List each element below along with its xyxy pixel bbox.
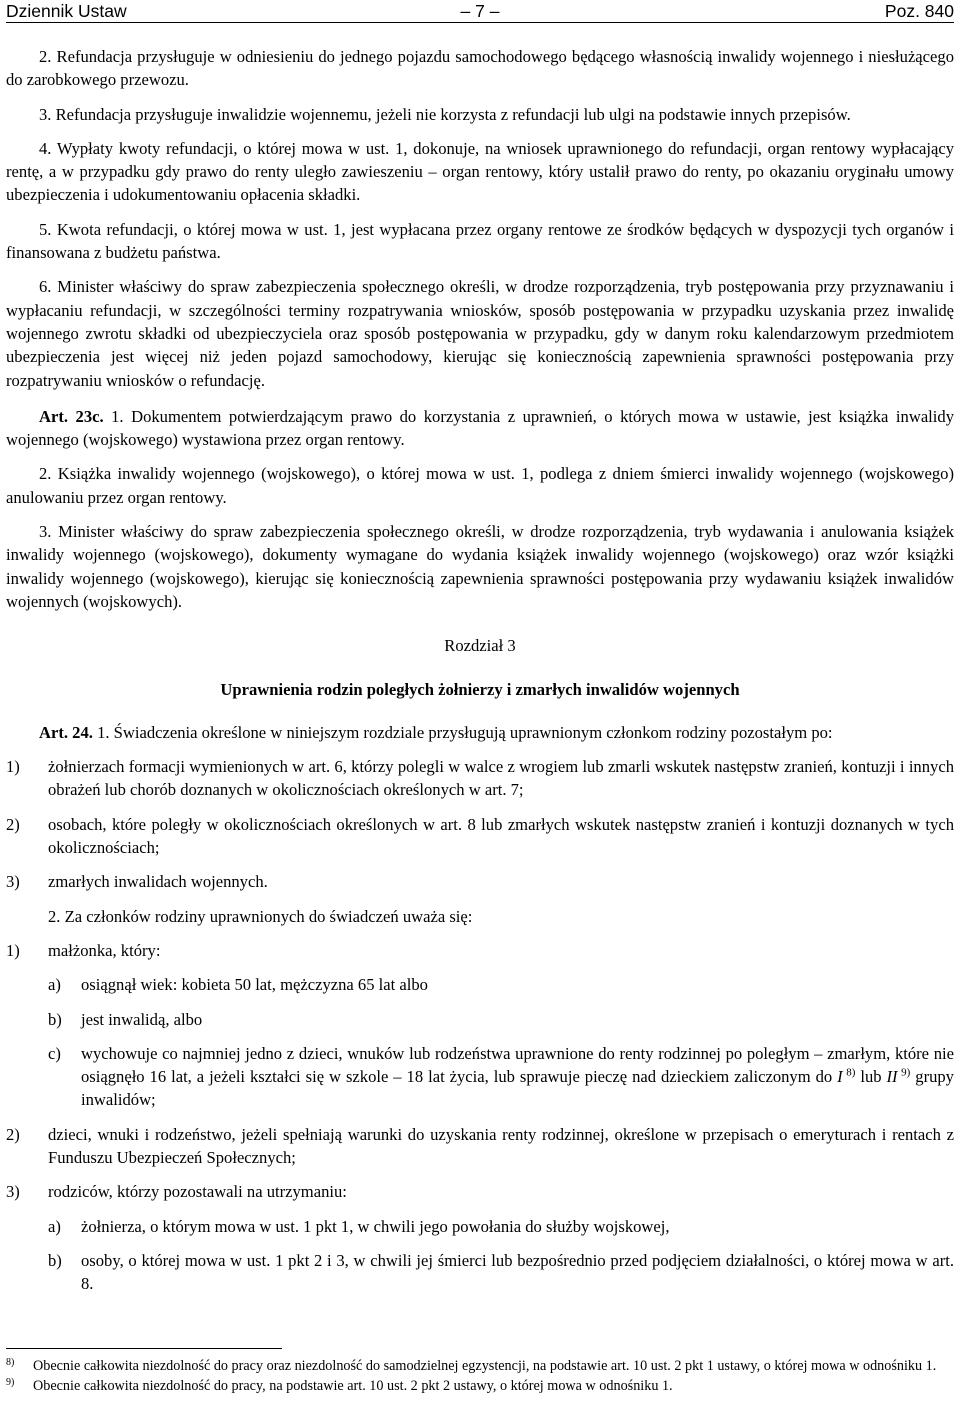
journal-name: Dziennik Ustaw [6,1,127,21]
paragraph: 3. Refundacja przysługuje inwalidzie wojennemu, jeżeli nie korzysta z refundacji lub ulgi na podstawie innych przepisów. [39,104,851,124]
list-item [6,755,954,802]
footnote-text: Obecnie całkowita niezdolność do pracy oraz niezdolność do samodzielnej egzystencji, na podstawie art. 10 ust. 2 pkt 1 ustawy, o której mowa w odnośniku 1. [33,1358,937,1374]
list-item-text: małżonka, który: [48,940,161,960]
sub-list-item-letter: b) [48,1009,62,1029]
article-23c-paragraph-3: 3. Minister właściwy do spraw zabezpieczenia społecznego określi, w drodze rozporządzenia, tryb wydawania i anulowania książek inwalidy wojennego (wojskowego), dokumenty wymagane do wydania książek inwalidy wojennego (wojskowego) oraz wzór książki inwalidy wojennego (wojskowego), kierując się koniecznością zapewnienia sprawności postępowania przy wydawaniu książek inwalidów wojennych (wojskowych). [6,522,954,611]
chapter-title [6,678,954,701]
list-item-text: dzieci, wnuki i rodzeństwo, jeżeli spełniają warunki do uzyskania renty rodzinnej, określone w przepisach o emeryturach i rentach z Funduszu Ubezpieczeń Społecznych; [48,1124,954,1167]
article-label: Art. 24. [39,722,93,742]
paragraph: 5. Kwota refundacji, o której mowa w ust. 1, jest wypłacana przez organy rentowe ze środków będących w dyspozycji tych organów i finansowana z budżetu państwa. [6,219,954,263]
sub-list-item [48,1249,954,1296]
paragraph: 6. Minister właściwy do spraw zabezpieczenia społecznego określi, w drodze rozporządzenia, tryb postępowania przy przyznawaniu i wypłacaniu refundacji, w szczególności terminy rozpatrywania wniosków, sposób postępowania w przypadku uzyskania przez inwalidę wojennego zwrotu składki od ubezpieczyciela oraz sposób postępowania w przypadku, gdy w danym roku kalendarzowym przedmiotem ubezpieczenia jest więcej niż jeden pojazd samochodowy, kierując się koniecznością zapewnienia sprawności postępowania przy rozpatrywaniu wniosków o refundację. [6,277,954,390]
sub-list-item-letter: a) [48,1216,61,1236]
paragraph: 2. Refundacja przysługuje w odniesieniu do jednego pojazdu samochodowego będącego własnością inwalidy wojennego i niesłużącego do zarobkowego przewozu. [6,47,954,90]
sub-list-item-text [81,1042,954,1112]
sub-list-item-letter: c) [48,1043,61,1063]
footnote [6,1356,954,1376]
article-24-paragraph-2: 2. Za członków rodziny uprawnionych do świadczeń uważa się: [48,906,473,926]
page-header [6,0,954,23]
text-part: grupy inwalidów; [81,1067,954,1110]
chapter-number: Rozdział 3 [444,636,516,656]
list-item-text: osobach, które poległy w okolicznościach określonych w art. 8 lub zmarłych wskutek następstw zranień i kontuzji doznanych w tych okolicznościach; [48,814,954,858]
paragraph-text: 1. Świadczenia określone w niniejszym rozdziale przysługują uprawnionym członkom rodziny pozostałym po: [92,722,833,742]
article-23c-paragraph-1 [6,405,954,452]
list-item [6,1180,954,1203]
list-item [6,939,954,962]
footnote-number: 9) [6,1377,15,1388]
list-item-number: 2) [6,814,20,834]
list-item [6,813,954,860]
list-item-text: żołnierzach formacji wymienionych w art. 6, którzy polegli w walce z wrogiem lub zmarli wskutek następstw zranień, kontuzji i innych obrażeń lub chorób doznanych w okolicznościach określonych w art. 7; [48,757,954,800]
list-item-number: 3) [6,872,20,892]
sub-list-item-text: osiągnął wiek: kobieta 50 lat, mężczyzna 65 lat albo [81,975,428,995]
sub-list-item-text: żołnierza, o którym mowa w ust. 1 pkt 1, w chwili jego powołania do służby wojskowej, [81,1216,670,1236]
chapter-title-text: Uprawnienia rodzin poległych żołnierzy i zmarłych inwalidów wojennych [220,679,740,699]
list-item-text: rodziców, którzy pozostawali na utrzymaniu: [48,1182,347,1202]
sub-list-item [48,1008,954,1031]
sub-list-item-letter: b) [48,1250,62,1270]
footnote [6,1376,954,1396]
article-23c-paragraph-2: 2. Książka inwalidy wojennego (wojskowego), o której mowa w ust. 1, podlega z dniem śmierci inwalidy wojennego (wojskowego) anulowaniu przez organ rentowy. [6,464,954,507]
position-number: Poz. 840 [884,1,954,21]
text-part: wychowuje co najmniej jedno z dzieci, wnuków lub rodzeństwa uprawnione do renty rodzinnej po poległym – zmarłym, które nie osiągnęło 16 lat, a jeżeli kształci się w szkole – 18 lat życia, lub sprawuje pieczę nad dzieckiem zaliczonym do [81,1043,954,1087]
list-item-number: 1) [6,757,20,777]
list-item-number: 2) [6,1124,20,1144]
footnote-text: Obecnie całkowita niezdolność do pracy, na podstawie art. 10 ust. 2 pkt 2 ustawy, o której mowa w odnośniku 1. [33,1378,673,1394]
text-part: lub [855,1067,887,1087]
list-item-number: 1) [6,940,20,960]
footnote-separator [6,1348,282,1349]
footnotes [6,1356,954,1396]
list-item-text: zmarłych inwalidach wojennych. [48,872,268,892]
list-item [6,1123,954,1170]
sub-list-item [48,973,954,996]
sub-list-item-text: jest inwalidą, albo [81,1009,203,1029]
sub-list-item-letter: a) [48,975,61,995]
sub-list-item-text: osoby, o której mowa w ust. 1 pkt 2 i 3, w chwili jej śmierci lub bezpośrednio przed podjęciem działalności, o której mowa w art. 8. [81,1250,954,1294]
article-24-paragraph-1 [6,721,954,744]
sub-list-item [48,1042,954,1112]
list-item-number: 3) [6,1182,20,1202]
paragraph: 4. Wypłaty kwoty refundacji, o której mowa w ust. 1, dokonuje, na wniosek uprawnionego do refundacji, organ rentowy wypłacający rentę, a w przypadku gdy prawo do renty uległo zawieszeniu – organ rentowy, który ustalił prawo do renty, po okazaniu oryginału umowy ubezpieczenia i udokumentowaniu opłacenia składki. [6,138,954,205]
list-item [6,870,954,893]
invalid-group-roman: II [886,1067,898,1087]
footnote-ref: 8) [842,1066,856,1079]
footnote-number: 8) [6,1357,15,1368]
article-label: Art. 23c. [39,406,104,426]
document-body [6,45,954,1295]
page-number: – 7 – [460,1,500,21]
invalid-group-roman: I [837,1067,843,1087]
sub-list-item [48,1215,954,1238]
paragraph-text: 1. Dokumentem potwierdzającym prawo do korzystania z uprawnień, o których mowa w ustawie, jest książka inwalidy wojennego (wojskowego) wystawiona przez organ rentowy. [6,406,954,450]
footnote-ref: 9) [897,1066,911,1079]
